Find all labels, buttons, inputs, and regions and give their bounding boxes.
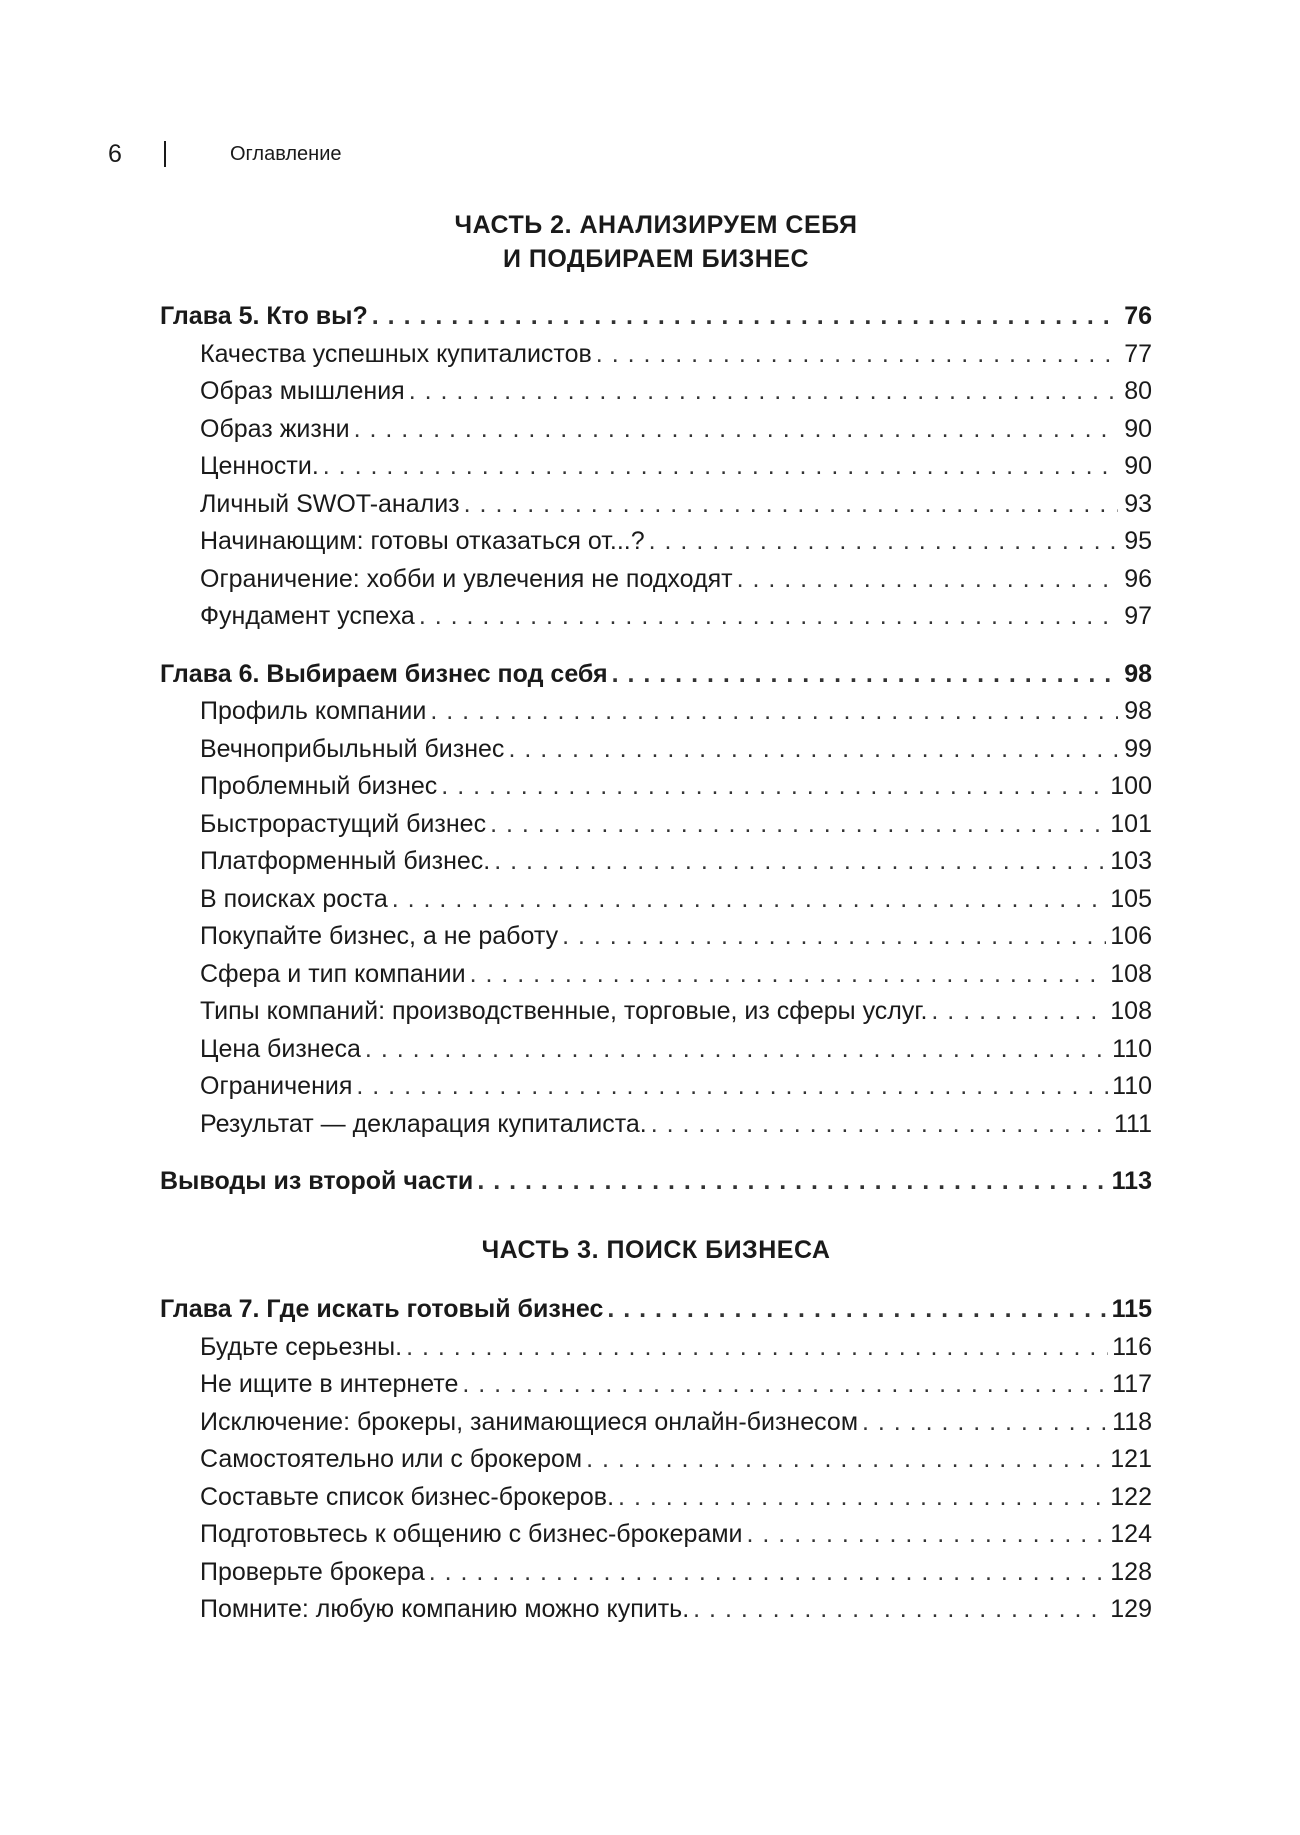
toc-chapter <box>160 656 1152 1144</box>
toc-entry[interactable] <box>160 561 1152 599</box>
entry-label: Проблемный бизнес <box>200 772 438 800</box>
entry-page: 117 <box>1112 1370 1152 1398</box>
toc-entry[interactable] <box>160 1441 1152 1479</box>
leader-dots <box>490 806 1106 844</box>
entry-page: 129 <box>1110 1595 1152 1623</box>
leader-dots <box>737 561 1118 599</box>
leader-dots <box>494 843 1106 881</box>
leader-dots <box>931 993 1106 1031</box>
entry-label: Ограничение: хобби и увлечения не подходят <box>200 564 733 593</box>
leader-dots <box>562 918 1106 956</box>
toc-entry[interactable] <box>160 523 1152 561</box>
entry-page: 113 <box>1111 1167 1152 1195</box>
leader-dots <box>747 1516 1107 1554</box>
leader-dots <box>586 1441 1106 1479</box>
toc-entry[interactable] <box>160 993 1152 1031</box>
entry-page: 101 <box>1110 809 1152 838</box>
toc-entry[interactable] <box>160 448 1152 486</box>
entry-page: 105 <box>1110 884 1152 913</box>
toc-entry[interactable] <box>160 1031 1152 1069</box>
entry-label: Профиль компании <box>200 697 427 725</box>
entry-label: Подготовьтесь к общению с бизнес-брокерами <box>200 1520 743 1548</box>
entry-label: Глава 7. Где искать готовый бизнес <box>160 1295 604 1323</box>
toc-entry[interactable] <box>160 1479 1152 1517</box>
leader-dots <box>464 486 1118 524</box>
leader-dots <box>323 448 1118 486</box>
entry-label: Платформенный бизнес. <box>200 847 491 875</box>
toc-entry[interactable] <box>160 881 1152 919</box>
toc-entry[interactable] <box>160 806 1152 844</box>
toc-chapter-entry[interactable] <box>160 298 1152 336</box>
entry-page: 122 <box>1110 1482 1152 1511</box>
entry-label: Вечноприбыльный бизнес <box>200 734 505 763</box>
part-title-line: И ПОДБИРАЕМ БИЗНЕС <box>502 245 810 273</box>
entry-label: Типы компаний: производственные, торговые, из сферы услуг. <box>200 997 928 1025</box>
toc-entry[interactable] <box>160 1516 1152 1554</box>
entry-page: 100 <box>1110 772 1152 800</box>
entry-page: 111 <box>1113 1109 1152 1138</box>
toc-chapter <box>160 1163 1152 1201</box>
entry-label: В поисках роста <box>200 884 388 913</box>
toc-chapter <box>160 298 1152 636</box>
leader-dots <box>409 373 1118 411</box>
entry-page: 128 <box>1110 1557 1152 1586</box>
entry-label: Не ищите в интернете <box>200 1370 459 1398</box>
leader-dots <box>508 731 1118 769</box>
entry-label: Будьте серьезны. <box>200 1332 403 1361</box>
entry-label: Ограничения <box>200 1072 353 1100</box>
entry-page: 95 <box>1124 527 1152 555</box>
leader-dots <box>356 1068 1108 1106</box>
toc-chapter-entry[interactable] <box>160 1291 1152 1329</box>
entry-label: Выводы из второй части <box>160 1167 474 1195</box>
entry-page: 90 <box>1124 414 1152 443</box>
toc-entry[interactable] <box>160 1106 1152 1144</box>
entry-label: Цена бизнеса <box>200 1034 361 1063</box>
toc-entry[interactable] <box>160 598 1152 636</box>
toc-chapter <box>160 1291 1152 1629</box>
part-title-line: ЧАСТЬ 3. ПОИСК БИЗНЕСА <box>481 1236 831 1264</box>
leader-dots <box>477 1163 1107 1201</box>
entry-label: Проверьте брокера <box>200 1557 425 1586</box>
toc-entry[interactable] <box>160 1591 1152 1629</box>
part-title-line: ЧАСТЬ 2. АНАЛИЗИРУЕМ СЕБЯ <box>454 211 858 239</box>
toc-entry[interactable] <box>160 731 1152 769</box>
entry-label: Составьте список бизнес-брокеров. <box>200 1482 615 1511</box>
leader-dots <box>462 1366 1108 1404</box>
running-head-title: Оглавление <box>230 142 342 165</box>
leader-dots <box>392 881 1107 919</box>
leader-dots <box>618 1479 1106 1517</box>
entry-page: 80 <box>1124 377 1152 405</box>
leader-dots <box>430 693 1118 731</box>
header-divider <box>164 141 166 167</box>
entry-page: 77 <box>1124 339 1152 368</box>
toc-part-2 <box>160 208 1152 1201</box>
entry-page: 121 <box>1110 1445 1152 1473</box>
part-title <box>160 208 1152 276</box>
entry-page: 93 <box>1124 489 1152 518</box>
toc-entry[interactable] <box>160 1366 1152 1404</box>
entry-page: 110 <box>1112 1034 1152 1063</box>
toc-entry[interactable] <box>160 1554 1152 1592</box>
entry-page: 98 <box>1124 697 1152 725</box>
toc-entry[interactable] <box>160 693 1152 731</box>
toc-entry[interactable] <box>160 956 1152 994</box>
entry-label: Качества успешных купиталистов <box>200 339 592 368</box>
entry-label: Покупайте бизнес, а не работу <box>200 922 559 950</box>
leader-dots <box>470 956 1107 994</box>
entry-label: Результат — декларация купиталиста. <box>200 1109 647 1138</box>
toc-entry[interactable] <box>160 918 1152 956</box>
toc-entry[interactable] <box>160 1068 1152 1106</box>
entry-label: Глава 5. Кто вы? <box>160 302 368 330</box>
part-title <box>160 1233 1152 1267</box>
toc-part-3 <box>160 1233 1152 1629</box>
entry-label: Личный SWOT-анализ <box>200 489 460 518</box>
leader-dots <box>419 598 1118 636</box>
entry-label: Помните: любую компанию можно купить. <box>200 1595 690 1623</box>
entry-page: 108 <box>1110 997 1152 1025</box>
leader-dots <box>612 656 1118 694</box>
entry-label: Фундамент успеха <box>200 602 415 630</box>
entry-label: Самостоятельно или с брокером <box>200 1445 583 1473</box>
toc-entry[interactable] <box>160 768 1152 806</box>
toc-entry[interactable] <box>160 1329 1152 1367</box>
toc-entry[interactable] <box>160 486 1152 524</box>
entry-page: 110 <box>1112 1072 1152 1100</box>
entry-page: 98 <box>1124 659 1152 688</box>
entry-page: 118 <box>1112 1407 1152 1436</box>
entry-label: Исключение: брокеры, занимающиеся онлайн-бизнесом <box>200 1407 859 1436</box>
entry-page: 96 <box>1124 564 1152 593</box>
toc-entry[interactable] <box>160 411 1152 449</box>
entry-page: 90 <box>1124 452 1152 480</box>
leader-dots <box>607 1291 1107 1329</box>
entry-page: 115 <box>1111 1295 1152 1323</box>
toc-chapter-entry[interactable] <box>160 656 1152 694</box>
leader-dots <box>649 523 1118 561</box>
entry-page: 97 <box>1124 602 1152 630</box>
leader-dots <box>372 298 1118 336</box>
leader-dots <box>406 1329 1108 1367</box>
leader-dots <box>693 1591 1106 1629</box>
toc-chapter-entry[interactable] <box>160 1163 1152 1201</box>
entry-page: 103 <box>1110 847 1152 875</box>
entry-page: 116 <box>1112 1332 1152 1361</box>
running-head <box>108 137 342 171</box>
toc-entry[interactable] <box>160 843 1152 881</box>
entry-label: Начинающим: готовы отказаться от...? <box>200 527 645 555</box>
entry-page: 76 <box>1124 302 1152 330</box>
entry-label: Образ мышления <box>200 377 405 405</box>
entry-label: Глава 6. Выбираем бизнес под себя <box>160 659 608 688</box>
leader-dots <box>429 1554 1107 1592</box>
entry-label: Сфера и тип компании <box>200 959 466 988</box>
toc-entry[interactable] <box>160 373 1152 411</box>
entry-page: 106 <box>1110 922 1152 950</box>
leader-dots <box>651 1106 1110 1144</box>
leader-dots <box>441 768 1106 806</box>
toc-entry[interactable] <box>160 336 1152 374</box>
entry-label: Ценности. <box>200 452 319 480</box>
entry-page: 108 <box>1110 959 1152 988</box>
leader-dots <box>354 411 1118 449</box>
entry-label: Образ жизни <box>200 414 350 443</box>
entry-label: Быстрорастущий бизнес <box>200 809 487 838</box>
entry-page: 99 <box>1124 734 1152 763</box>
entry-page: 124 <box>1110 1520 1152 1548</box>
leader-dots <box>365 1031 1108 1069</box>
leader-dots <box>862 1404 1108 1442</box>
leader-dots <box>596 336 1118 374</box>
page-number: 6 <box>108 139 122 168</box>
toc-entry[interactable] <box>160 1404 1152 1442</box>
